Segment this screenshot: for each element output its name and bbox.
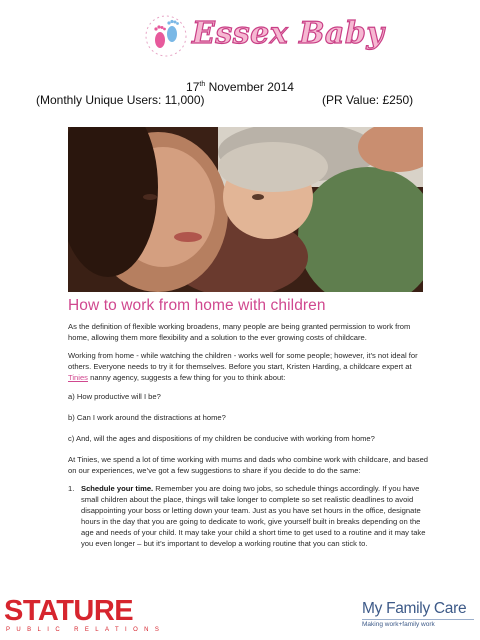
stature-pr-logo — [4, 595, 166, 637]
essex-baby-logo — [138, 10, 385, 62]
mother-child-photo — [68, 127, 423, 292]
logo-wordmark: Essex Baby — [192, 16, 385, 51]
publication-date: 17th November 2014 — [186, 80, 294, 94]
article-title: How to work from home with children — [68, 297, 326, 314]
question-c: c) And, will the ages and dispositions of my children be conducive with working from home? — [68, 434, 375, 443]
tinies-link[interactable]: Tinies — [68, 373, 88, 382]
pr-value: (PR Value: £250) — [322, 93, 414, 107]
mfc-tagline: Making work+family work — [362, 621, 435, 628]
mfc-divider — [362, 619, 474, 620]
stature-subtitle: PUBLIC RELATIONS — [6, 627, 166, 633]
suggestions-paragraph: At Tinies, we spend a lot of time working with mums and dads who combine work with childcare, and based on our experiences, we’ve got a few suggestions to share if you decide to do the same: — [68, 455, 429, 475]
question-b: b) Can I work around the distractions at home? — [68, 413, 226, 422]
intro-paragraph: As the definition of flexible working broadens, many people are being granted permission to work from home, allowing them more flexibility and a solution to the ever growing costs of childcare. — [68, 322, 411, 342]
my-family-care-logo — [362, 600, 477, 636]
baby-feet-icon — [138, 10, 194, 62]
list-item-text: Schedule your time. Remember you are doing two jobs, so schedule things accordingly. If you have small children about the place, things will take longer to complete so set realistic deadlines to avoid disappointing your boss or letting down your team. Just as you have set hours in the office, designate hours in the day that you are going to dedicate to work, give yourself built in breaks depending on the age and needs of your child. It may take your child a short time to get used to a routine and it may take you even longer – but it’s important to develop a working routine that you can stick to. — [81, 484, 426, 548]
stature-wordmark: STATURE — [4, 595, 134, 627]
question-a: a) How productive will I be? — [68, 392, 161, 401]
context-paragraph: Working from home - while watching the children - works well for some people; however, it’s not ideal for others. Everyone needs to try it for themselves. Before you start, Kristen Harding, a childcare expert at Tinies nanny agency, suggests a few thing for you to think about: — [68, 351, 418, 382]
monthly-users: (Monthly Unique Users: 11,000) — [36, 93, 205, 107]
list-item-number: 1. — [68, 484, 75, 493]
mfc-wordmark: My Family Care — [362, 600, 467, 617]
